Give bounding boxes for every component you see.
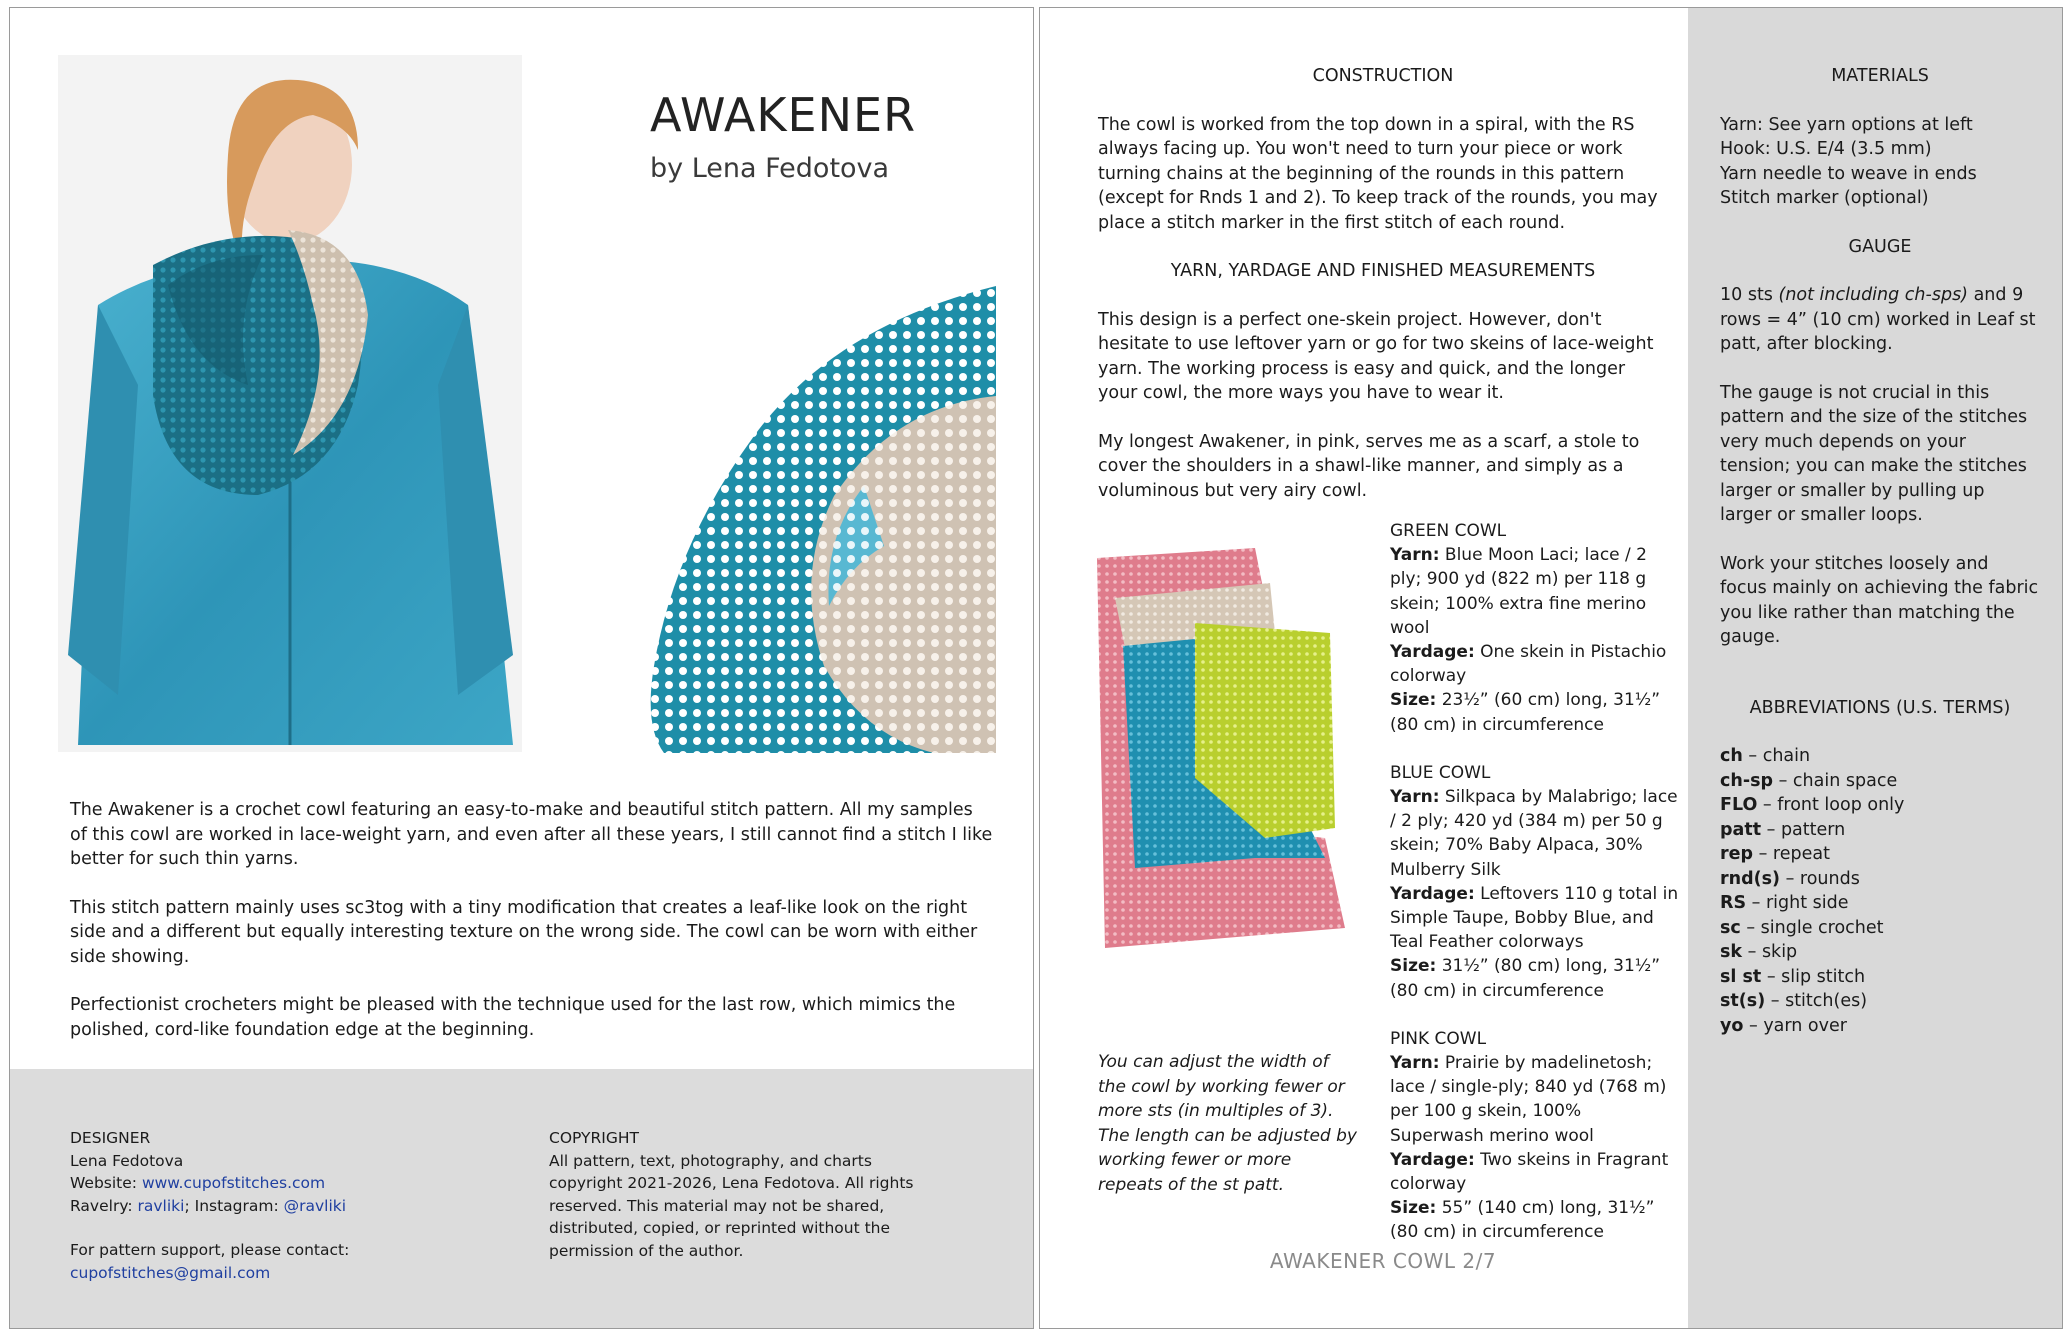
cowl-spec-green [1390, 519, 1680, 737]
sidebar-column [1720, 64, 2040, 1038]
intro-paragraph-3: Perfectionist crocheters might be pleased with the technique used for the last row, which mimics the polished, cord-like foundation edge at the beginning. [70, 995, 956, 1040]
cowl-name: GREEN COWL [1390, 521, 1507, 541]
cowl-spec-pink [1390, 1027, 1680, 1245]
website-label: Website: [70, 1174, 142, 1192]
intro-paragraph-2: This stitch pattern mainly uses sc3tog with a tiny modification that creates a leaf-like look on the right side and a different but equally interesting texture on the wrong side. The cowl can be worn with either side showing. [70, 897, 978, 967]
cowl-yardage: Yardage: Leftovers 110 g total in Simple Taupe, Bobby Blue, and Teal Feather colorways [1390, 883, 1679, 953]
intro-paragraph-1: The Awakener is a crochet cowl featuring an easy-to-make and beautiful stitch pattern. All my samples of this cowl are worked in lace-weight yarn, and even after all these years, I still cannot find a stitch I like better for such thin yarns. [70, 800, 993, 869]
copyright-info [549, 1127, 949, 1262]
abbreviation-item: sc – single crochet [1720, 917, 1884, 938]
width-length-caption: You can adjust the width of the cowl by working fewer or more sts (in multiples of 3). The length can be adjusted by working fewer or more repeats of the st patt. [1098, 1052, 1357, 1195]
gauge-paragraph-3: Work your stitches loosely and focus mainly on achieving the fabric you like rather than matching the gauge. [1720, 553, 2039, 647]
cowl-size: Size: 31½” (80 cm) long, 31½” (80 cm) in circumference [1390, 956, 1661, 1001]
abbreviations-list [1720, 744, 2040, 1038]
website-line [70, 1172, 510, 1195]
materials-heading: MATERIALS [1831, 66, 1929, 86]
abbreviation-item: RS – right side [1720, 893, 1849, 913]
cowl-yardage: Yardage: One skein in Pistachio colorway [1390, 642, 1667, 687]
abbreviation-item: rep – repeat [1720, 844, 1830, 864]
three-cowls-photo [1095, 538, 1377, 958]
pattern-title: AWAKENER [650, 88, 917, 142]
social-line [70, 1195, 510, 1218]
page-left [9, 7, 1034, 1329]
website-link[interactable]: www.cupofstitches.com [141, 1174, 326, 1192]
author-byline: by Lena Fedotova [650, 153, 890, 184]
main-column [1098, 64, 1668, 527]
cowl-name: BLUE COWL [1390, 762, 1491, 783]
abbreviation-item: ch – chain [1720, 746, 1811, 766]
cowl-size: Size: 55” (140 cm) long, 31½” (80 cm) in circumference [1390, 1198, 1655, 1243]
cowl-size: Size: 23½” (60 cm) long, 31½” (80 cm) in circumference [1390, 690, 1661, 735]
instagram-label: ; Instagram: [184, 1196, 284, 1215]
abbreviations-heading: ABBREVIATIONS (U.S. TERMS) [1749, 697, 2011, 718]
abbreviation-item: st(s) – stitch(es) [1720, 991, 1868, 1011]
cowl-yarn: Yarn: Blue Moon Laci; lace / 2 ply; 900 yd (822 m) per 118 g skein; 100% extra fine merino wool [1390, 545, 1647, 638]
cowl-yarn: Yarn: Prairie by madelinetosh; lace / single-ply; 840 yd (768 m) per 100 g skein, 100% Superwash merino wool [1390, 1053, 1667, 1146]
cowl-closeup-photo [634, 286, 996, 753]
yarn-section-heading: YARN, YARDAGE AND FINISHED MEASUREMENTS [1170, 261, 1596, 281]
support-label: For pattern support, please contact: [70, 1241, 350, 1259]
abbreviation-item: yo – yarn over [1720, 1015, 1847, 1036]
support-email-link[interactable]: cupofstitches@gmail.com [70, 1263, 271, 1282]
material-item: Hook: U.S. E/4 (3.5 mm) [1720, 139, 1932, 159]
intro-text [70, 798, 995, 1066]
designer-label: DESIGNER [70, 1129, 151, 1147]
material-item: Yarn: See yarn options at left [1720, 114, 1973, 135]
cowl-specs [1390, 519, 1680, 1269]
yarn-paragraph-2: My longest Awakener, in pink, serves me as a scarf, a stole to cover the shoulders in a shawl-like manner, and simply as a voluminous but very airy cowl. [1098, 431, 1640, 501]
material-item: Yarn needle to weave in ends [1720, 163, 1977, 184]
gauge-heading: GAUGE [1848, 236, 1912, 257]
cowl-yarn: Yarn: Silkpaca by Malabrigo; lace / 2 ply; 420 yd (384 m) per 50 g skein; 70% Baby Alpaca, 30% Mulberry Silk [1390, 787, 1678, 880]
designer-info [70, 1127, 510, 1284]
page-footer: AWAKENER COWL 2/7 [1269, 1249, 1497, 1273]
abbreviation-item: patt – pattern [1720, 819, 1846, 840]
cowl-yardage: Yardage: Two skeins in Fragrant colorway [1390, 1149, 1669, 1195]
yarn-paragraph-1: This design is a perfect one-skein project. However, don't hesitate to use leftover yarn or go for two skeins of lace-weight yarn. The working process is easy and quick, and the longer your cowl, the more ways you have to wear it. [1098, 309, 1654, 403]
copyright-text: All pattern, text, photography, and charts copyright 2021-2026, Lena Fedotova. All rights reserved. This material may not be shared, distributed, copied, or reprinted without the permission of the author. [549, 1151, 914, 1260]
ravelry-label: Ravelry: [70, 1196, 138, 1215]
designer-name: Lena Fedotova [70, 1151, 184, 1170]
abbreviation-item: ch-sp – chain space [1720, 770, 1898, 791]
construction-heading: CONSTRUCTION [1312, 66, 1454, 86]
page-right [1039, 7, 2063, 1329]
gauge-paragraph-2: The gauge is not crucial in this pattern and the size of the stitches very much depends on your tension; you can make the stitches larger or smaller by pulling up larger or smaller loops. [1720, 382, 2028, 525]
gauge-paragraph-1: 10 sts (not including ch-sps) and 9 rows = 4” (10 cm) worked in Leaf st patt, after blocking. [1720, 285, 2036, 354]
ravelry-link[interactable]: ravliki [137, 1196, 185, 1215]
abbreviation-item: sk – skip [1720, 942, 1798, 962]
materials-list [1720, 113, 2040, 211]
material-item: Stitch marker (optional) [1720, 188, 1929, 208]
model-wearing-cowl-photo [58, 55, 522, 752]
cowl-name: PINK COWL [1390, 1028, 1487, 1049]
abbreviation-item: sl st – slip stitch [1720, 966, 1866, 987]
cowl-spec-blue [1390, 761, 1680, 1003]
copyright-label: COPYRIGHT [549, 1129, 639, 1147]
abbreviation-item: rnd(s) – rounds [1720, 868, 1860, 889]
construction-text: The cowl is worked from the top down in a spiral, with the RS always facing up. You won't need to turn your piece or work turning chains at the beginning of the rounds in this pattern (except for Rnds 1 and 2). To keep track of the rounds, you may place a stitch marker in the first stitch of each round. [1098, 114, 1658, 233]
abbreviation-item: FLO – front loop only [1720, 795, 1905, 815]
instagram-link[interactable]: @ravliki [283, 1196, 347, 1215]
